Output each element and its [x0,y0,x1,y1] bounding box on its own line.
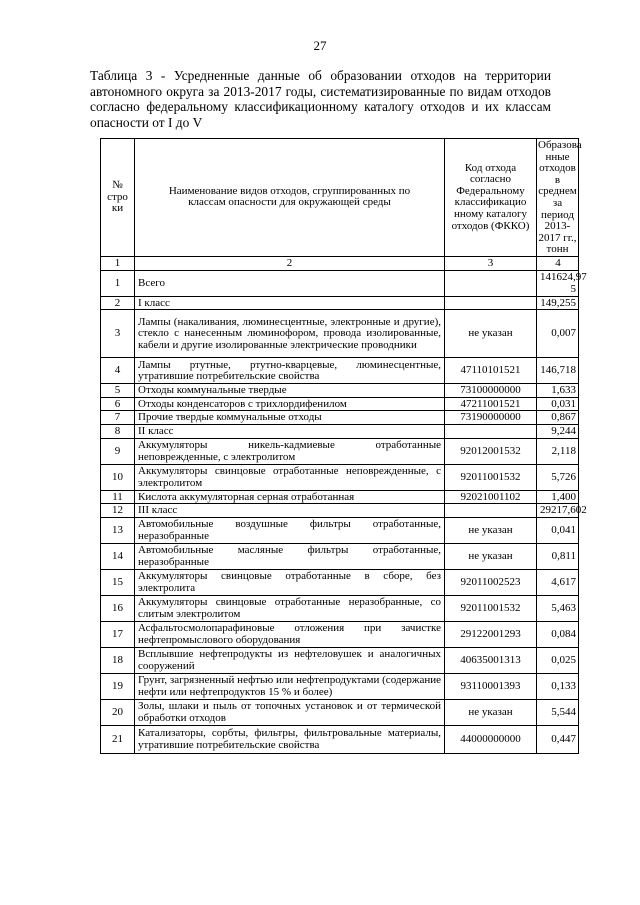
waste-amount: 2,118 [537,438,579,464]
table-header-row [101,139,579,257]
row-number: 4 [101,358,135,384]
table-row [101,464,579,490]
waste-amount: 5,544 [537,699,579,725]
waste-amount: 0,811 [537,543,579,569]
waste-amount: 0,867 [537,411,579,425]
row-number: 2 [101,296,135,310]
header-fkko-code: Код отхода согласно Федеральному классификацио нному каталогу отходов (ФККО) [445,139,537,257]
column-number-row [101,256,579,270]
fkko-code: 92012001532 [445,438,537,464]
table-row [101,424,579,438]
waste-amount: 0,084 [537,621,579,647]
waste-amount: 9,244 [537,424,579,438]
row-number: 16 [101,595,135,621]
waste-name: Отходы конденсаторов с трихлордифенилом [135,397,445,411]
fkko-code: 44000000000 [445,725,537,753]
row-number: 14 [101,543,135,569]
table-row [101,438,579,464]
fkko-code: 40635001313 [445,647,537,673]
waste-amount: 5,726 [537,464,579,490]
waste-name: Прочие твердые коммунальные отходы [135,411,445,425]
waste-amount: 0,133 [537,673,579,699]
fkko-code: 73190000000 [445,411,537,425]
header-waste-amount: Образова нные отходов в среднем за период 2013-2017 гг., тонн [538,139,582,256]
fkko-code [445,296,537,310]
waste-name: Аккумуляторы свинцовые отработанные в сборе, без электролита [135,569,445,595]
table-row [101,411,579,425]
waste-name: Отходы коммунальные твердые [135,384,445,398]
table-row [101,397,579,411]
waste-name: Автомобильные масляные фильтры отработанные, неразобранные [135,543,445,569]
fkko-code: 29122001293 [445,621,537,647]
table-row [101,358,579,384]
row-number: 3 [101,310,135,358]
waste-name: Грунт, загрязненный нефтью или нефтепродуктами (содержание нефти или нефтепродуктов 15 % и более) [135,673,445,699]
table-row [101,595,579,621]
column-number: 2 [135,256,445,270]
table-row [101,296,579,310]
fkko-code: не указан [445,543,537,569]
waste-amount: 0,447 [537,725,579,753]
fkko-code [445,424,537,438]
fkko-code [445,504,537,518]
row-number: 7 [101,411,135,425]
fkko-code: не указан [445,310,537,358]
waste-amount: 0,041 [537,517,579,543]
row-number: 13 [101,517,135,543]
waste-name: Лампы ртутные, ртутно-кварцевые, люминесцентные, утратившие потребительские свойства [135,358,445,384]
waste-name: Асфальтосмолопарафиновые отложения при зачистке нефтепромыслового оборудования [135,621,445,647]
table-row [101,504,579,518]
fkko-code [445,270,537,296]
waste-amount: 29217,602 [537,504,579,518]
table-row [101,621,579,647]
waste-table [100,138,587,754]
waste-amount: 0,025 [537,647,579,673]
row-number: 6 [101,397,135,411]
waste-amount: 0,007 [537,310,579,358]
fkko-code: не указан [445,699,537,725]
header-waste-name: Наименование видов отходов, сгруппированных по классам опасности для окружающей среды [135,139,445,257]
table-caption: Таблица 3 - Усредненные данные об образовании отходов на территории автономного округа за 2013-2017 годы, систематизированные по видам отходов согласно федеральному классификационному каталогу отходов и их классам опасности от I до V [90,68,551,130]
fkko-code: 93110001393 [445,673,537,699]
waste-amount: 149,255 [537,296,579,310]
waste-name: Золы, шлаки и пыль от топочных установок и от термической обработки отходов [135,699,445,725]
row-number: 8 [101,424,135,438]
fkko-code: 92011001532 [445,464,537,490]
table-row [101,673,579,699]
row-number: 12 [101,504,135,518]
row-number: 9 [101,438,135,464]
waste-name: Кислота аккумуляторная серная отработанная [135,490,445,504]
fkko-code: 92011001532 [445,595,537,621]
waste-name: II класс [135,424,445,438]
waste-name: I класс [135,296,445,310]
waste-amount: 141624,97 5 [537,270,579,296]
waste-amount: 1,633 [537,384,579,398]
waste-amount: 1,400 [537,490,579,504]
table-row [101,543,579,569]
waste-name: Лампы (накаливания, люминесцентные, электронные и другие), стекло с нанесенным люминофором, провода изолированные, кабели и другие изолированные электрические проводники [135,310,445,358]
waste-name: Катализаторы, сорбты, фильтры, фильтровальные материалы, утратившие потребительские свойства [135,725,445,753]
header-row-number: № стро ки [101,139,135,257]
table-row [101,310,579,358]
waste-amount: 146,718 [537,358,579,384]
row-number: 5 [101,384,135,398]
column-number: 1 [101,256,135,270]
waste-amount: 5,463 [537,595,579,621]
table-row [101,517,579,543]
waste-name: Автомобильные воздушные фильтры отработанные, неразобранные [135,517,445,543]
row-number: 21 [101,725,135,753]
row-number: 20 [101,699,135,725]
fkko-code: 92011002523 [445,569,537,595]
fkko-code: не указан [445,517,537,543]
row-number: 17 [101,621,135,647]
fkko-code: 47110101521 [445,358,537,384]
row-number: 1 [101,270,135,296]
row-number: 18 [101,647,135,673]
table-row [101,725,579,753]
column-number: 4 [537,256,579,270]
row-number: 10 [101,464,135,490]
table-row [101,384,579,398]
row-number: 11 [101,490,135,504]
table-row [101,270,579,296]
table-row [101,569,579,595]
waste-name: Аккумуляторы свинцовые отработанные неразобранные, со слитым электролитом [135,595,445,621]
row-number: 15 [101,569,135,595]
fkko-code: 92021001102 [445,490,537,504]
waste-name: III класс [135,504,445,518]
waste-name: Всего [135,270,445,296]
row-number: 19 [101,673,135,699]
fkko-code: 73100000000 [445,384,537,398]
table-row [101,647,579,673]
column-number: 3 [445,256,537,270]
waste-name: Аккумуляторы никель-кадмиевые отработанные неповрежденные, с электролитом [135,438,445,464]
waste-amount: 0,031 [537,397,579,411]
waste-name: Аккумуляторы свинцовые отработанные неповрежденные, с электролитом [135,464,445,490]
waste-amount: 4,617 [537,569,579,595]
table-row [101,699,579,725]
waste-name: Всплывшие нефтепродукты из нефтеловушек и аналогичных сооружений [135,647,445,673]
table-row [101,490,579,504]
fkko-code: 47211001521 [445,397,537,411]
page-number: 27 [313,38,327,53]
